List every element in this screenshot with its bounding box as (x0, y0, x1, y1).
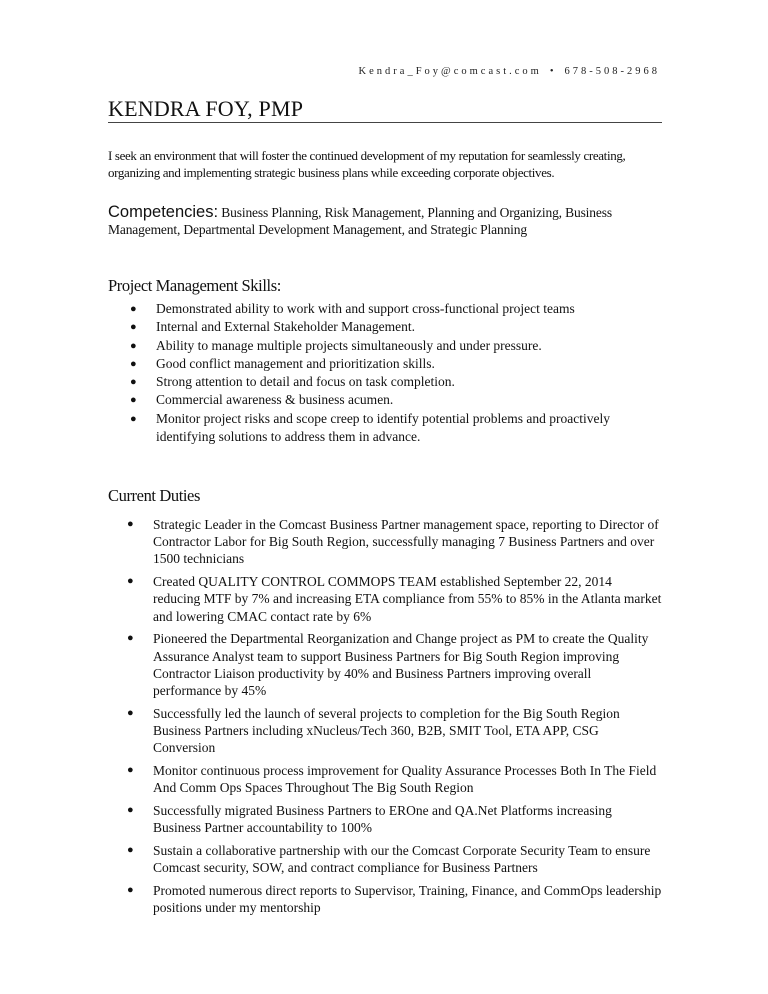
competencies-text: Business Planning, Risk Management, Planning and Organizing, Business Management, Departmental Development Management, and Strategic Planning (108, 205, 612, 237)
contact-separator: • (549, 66, 557, 77)
bullet-icon: ● (130, 376, 137, 389)
contact-line (359, 66, 660, 77)
objective-statement: I seek an environment that will foster the continued development of my reputation for seamlessly creating, organizing and implementing strategic business plans while exceeding corporate objectives. (108, 148, 626, 180)
bullet-icon: ● (127, 706, 134, 719)
list-item: ● Successfully led the launch of several projects to completion for the Big South Region Business Partners including xNucleus/Tech 360, B2B, SMIT Tool, ETA APP, CSG Conversion (127, 705, 620, 756)
list-item: ● Promoted numerous direct reports to Supervisor, Training, Finance, and CommOps leadership positions under my mentorship (127, 883, 662, 916)
list-item: ● Successfully migrated Business Partners to EROne and QA.Net Platforms increasing Business Partner accountability to 100% (127, 803, 612, 836)
list-item: ● Monitor continuous process improvement for Quality Assurance Processes Both In The Field And Comm Ops Spaces Throughout The Big South Region (127, 763, 657, 796)
bullet-icon: ● (130, 303, 137, 315)
header-divider (108, 122, 662, 123)
competencies-label: Competencies: (108, 203, 219, 221)
bullet-icon: ● (127, 764, 134, 777)
candidate-name: KENDRA FOY, PMP (108, 96, 304, 121)
duties-heading: Current Duties (108, 486, 201, 505)
bullet-icon: ● (127, 804, 134, 817)
bullet-icon: ● (127, 518, 134, 530)
list-item: ● Monitor project risks and scope creep to identify potential problems and proactively identifying solutions to address them in advance. (130, 410, 610, 445)
list-item: ● Demonstrated ability to work with and support cross-functional project teams (130, 300, 655, 318)
bullet-icon: ● (130, 339, 137, 352)
list-item: ● Ability to manage multiple projects simultaneously and under pressure. (130, 337, 655, 355)
list-item: ● Created QUALITY CONTROL COMMOPS TEAM established September 22, 2014 reducing MTF by 7% and increasing ETA compliance from 55% to 85% in the Atlanta market and lowering CMAC contact rate by 6% (127, 574, 662, 624)
bullet-icon: ● (127, 844, 134, 857)
list-item: ● Good conflict management and prioritization skills. (130, 355, 655, 373)
bullet-icon: ● (130, 394, 137, 407)
list-item: ● Sustain a collaborative partnership with our the Comcast Corporate Security Team to ensure Comcast security, SOW, and contract compliance for Business Partners (127, 843, 651, 876)
bullet-icon: ● (130, 321, 137, 334)
pm-skills-list (130, 300, 655, 446)
list-item: ● Pioneered the Departmental Reorganization and Change project as PM to create the Quality Assurance Analyst team to support Business Partners for Big South Region improving Contractor Liaison productivity by 40% and Business Partners improving overall performance by 45% (127, 631, 649, 699)
list-item: ● Strategic Leader in the Comcast Business Partner management space, reporting to Director of Contractor Labor for Big South Region, successfully managing 7 Business Partners and over 1500 technicians (127, 517, 659, 567)
list-item: ● Commercial awareness & business acumen. (130, 391, 655, 409)
bullet-icon: ● (127, 884, 134, 897)
bullet-icon: ● (127, 632, 134, 645)
bullet-icon: ● (130, 357, 137, 370)
pm-skills-heading: Project Management Skills: (108, 276, 281, 295)
duties-list (127, 516, 662, 922)
list-item: ● Internal and External Stakeholder Management. (130, 318, 655, 336)
list-item: ● Strong attention to detail and focus on task completion. (130, 373, 655, 391)
contact-email: Kendra_Foy@comcast.com (358, 66, 542, 77)
bullet-icon: ● (127, 575, 134, 588)
contact-phone: 678-508-2968 (564, 66, 660, 77)
bullet-icon: ● (130, 412, 137, 425)
competencies-block (108, 204, 658, 238)
